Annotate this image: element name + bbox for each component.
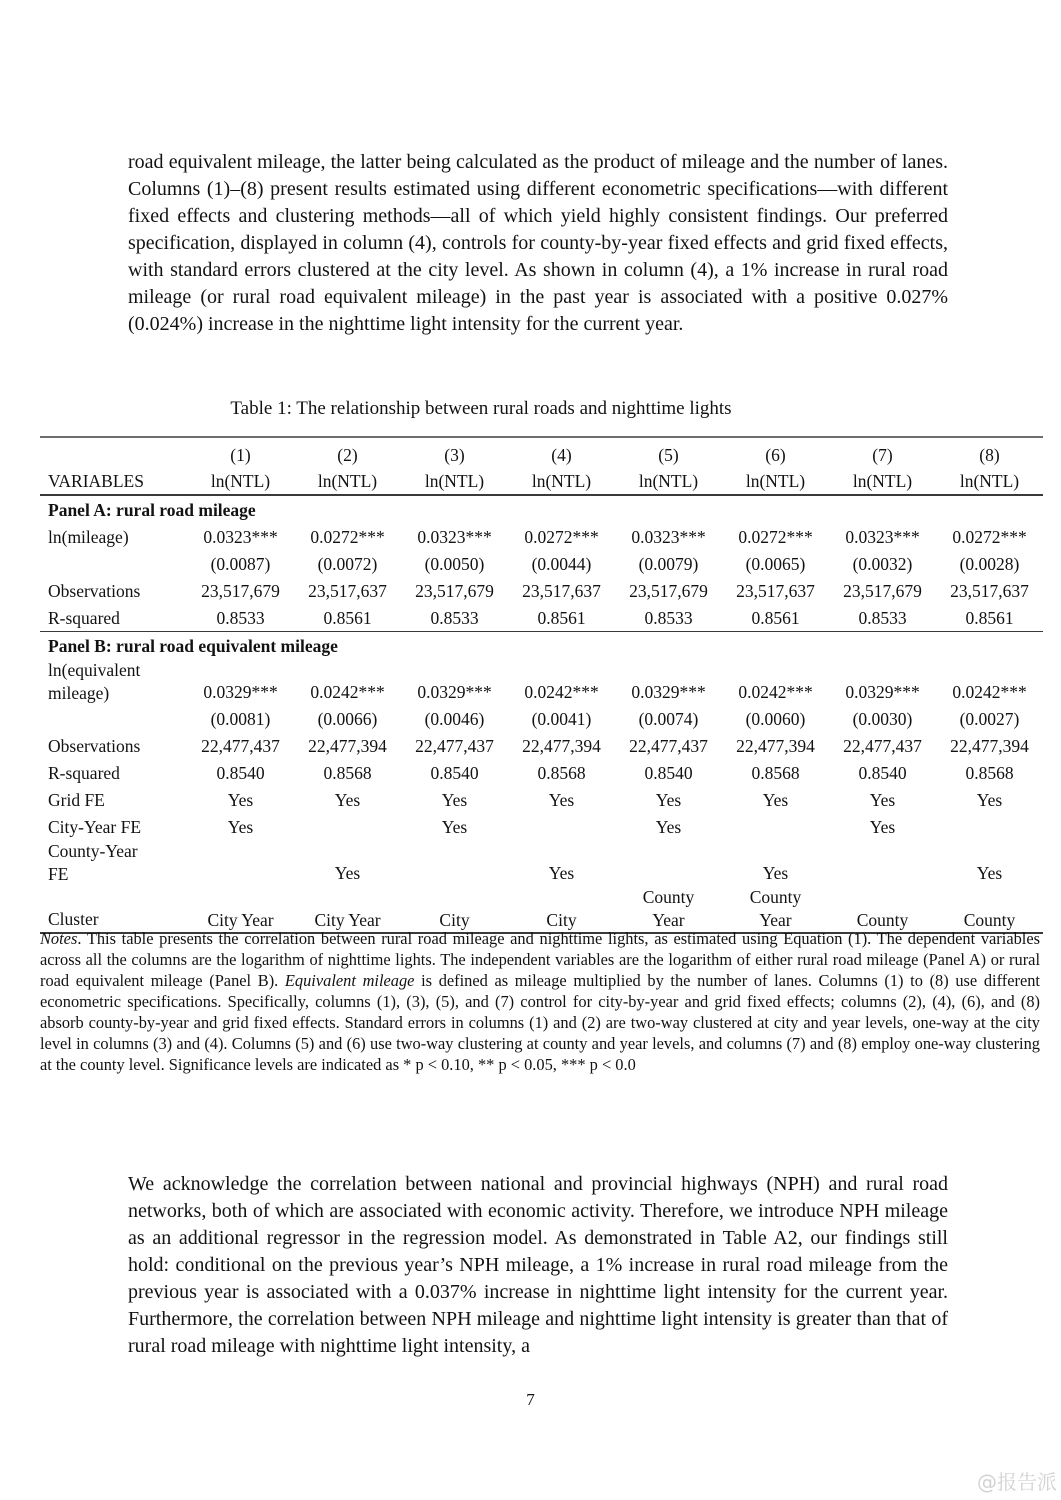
r-squared: 0.8533 xyxy=(615,604,722,632)
std-error: (0.0081) xyxy=(210,709,271,729)
coefficient: 0.0242*** xyxy=(952,682,1027,702)
cluster-line2: City xyxy=(439,910,470,930)
empty-cell xyxy=(40,550,187,577)
r-squared: 0.8533 xyxy=(401,604,508,632)
county-year-fe-label xyxy=(40,840,187,886)
col-number: (3) xyxy=(401,437,508,468)
dep-var: ln(NTL) xyxy=(187,468,294,495)
coefficient: 0.0329*** xyxy=(203,682,278,702)
watermark: @报告派 xyxy=(977,1470,1057,1494)
r-squared: 0.8568 xyxy=(751,763,800,783)
r-squared: 0.8568 xyxy=(537,763,586,783)
observations: 22,477,437 xyxy=(415,736,494,756)
panel-a-observations-row xyxy=(40,577,1043,604)
coefficient: 0.0272*** xyxy=(524,527,599,547)
cluster-value xyxy=(829,886,936,933)
county-year-fe-row xyxy=(40,840,1043,886)
fe-value: Yes xyxy=(762,863,789,883)
panel-a-title: Panel A: rural road mileage xyxy=(48,500,256,520)
std-error: (0.0072) xyxy=(317,554,378,574)
std-error: (0.0050) xyxy=(424,554,485,574)
fe-value: Yes xyxy=(227,817,254,837)
panel-b-observations-row xyxy=(40,732,1043,759)
fe-value xyxy=(829,840,936,886)
cluster-label: Cluster xyxy=(40,886,187,933)
fe-value: Yes xyxy=(976,863,1003,883)
coefficient: 0.0323*** xyxy=(203,527,278,547)
city-year-fe-label: City-Year FE xyxy=(48,817,142,837)
observations: 23,517,637 xyxy=(736,581,815,601)
cluster-value xyxy=(936,886,1043,933)
fe-value: Yes xyxy=(655,790,682,810)
cluster-line2: City Year xyxy=(314,910,381,930)
city-year-fe-row xyxy=(40,813,1043,840)
observations-label: Observations xyxy=(48,736,141,756)
panel-b-header-row xyxy=(40,632,1043,660)
col-number: (6) xyxy=(722,437,829,468)
r-squared: 0.8540 xyxy=(858,763,907,783)
std-error: (0.0087) xyxy=(210,554,271,574)
empty-cell xyxy=(40,437,187,468)
cluster-line2: City xyxy=(546,910,577,930)
cluster-line2: Year xyxy=(759,910,792,930)
fe-value: Yes xyxy=(441,817,468,837)
panel-a-coefficient-row xyxy=(40,523,1043,550)
col-number: (5) xyxy=(615,437,722,468)
fe-value xyxy=(936,813,1043,840)
r-squared: 0.8561 xyxy=(722,604,829,632)
fe-value: Yes xyxy=(869,817,896,837)
fe-value xyxy=(401,840,508,886)
std-error: (0.0066) xyxy=(317,709,378,729)
panel-a-r2-row xyxy=(40,604,1043,632)
observations-label: Observations xyxy=(48,581,141,601)
std-error: (0.0060) xyxy=(745,709,806,729)
coefficient: 0.0329*** xyxy=(417,682,492,702)
panel-b-r2-row xyxy=(40,759,1043,786)
fe-value xyxy=(187,840,294,886)
r-squared: 0.8533 xyxy=(829,604,936,632)
dep-var: ln(NTL) xyxy=(936,468,1043,495)
empty-cell xyxy=(40,705,187,732)
notes-label: Notes xyxy=(40,929,78,948)
observations: 23,517,679 xyxy=(843,581,922,601)
coefficient: 0.0272*** xyxy=(738,527,813,547)
cluster-line2: County xyxy=(963,910,1016,930)
observations: 23,517,679 xyxy=(415,581,494,601)
var-label-line1: ln(equivalent xyxy=(48,660,141,680)
grid-fe-row xyxy=(40,786,1043,813)
var-label: ln(mileage) xyxy=(48,527,129,547)
std-error: (0.0046) xyxy=(424,709,485,729)
r-squared: 0.8561 xyxy=(294,604,401,632)
observations: 22,477,394 xyxy=(522,736,601,756)
r-squared-label: R-squared xyxy=(40,604,187,632)
table-title: Table 1: The relationship between rural roads and nighttime lights xyxy=(230,398,732,419)
var-label xyxy=(40,659,187,705)
cluster-line2: County xyxy=(856,910,909,930)
grid-fe-label: Grid FE xyxy=(48,790,105,810)
fe-value: Yes xyxy=(548,863,575,883)
std-error: (0.0027) xyxy=(959,709,1020,729)
notes-text-a: . This table presents the correlation between rural road mileage and nighttime lights, as estimated using Equation (1). The dependent variables across all the columns are the logarithm of nighttime lights. The independent variables are the logarithm of either rural road mileage (Panel A) or rural road equivalent mileage (Panel B). xyxy=(40,929,1040,990)
fe-value: Yes xyxy=(334,790,361,810)
fe-value xyxy=(722,813,829,840)
r-squared: 0.8568 xyxy=(965,763,1014,783)
std-error: (0.0030) xyxy=(852,709,913,729)
regression-table xyxy=(40,436,1043,934)
fe-value xyxy=(508,813,615,840)
cluster-line1: County xyxy=(642,887,695,907)
table-row xyxy=(40,437,1043,468)
fe-value xyxy=(615,840,722,886)
observations: 22,477,437 xyxy=(629,736,708,756)
dep-var: ln(NTL) xyxy=(508,468,615,495)
r-squared: 0.8561 xyxy=(508,604,615,632)
page-number: 7 xyxy=(526,1390,535,1409)
r-squared-label: R-squared xyxy=(48,763,120,783)
panel-b-title: Panel B: rural road equivalent mileage xyxy=(48,636,338,656)
std-error: (0.0044) xyxy=(531,554,592,574)
notes-text-b: is defined as mileage multiplied by the number of lanes. Columns (1) to (8) use different econometric specifications. Specifically, columns (1), (3), (5), and (7) control for city-by-year and grid fixed effects; columns (2), (4), (6), and (8) absorb county-by-year and grid fixed effects. Standard errors in columns (1) and (2) are two-way clustered at city and year levels, one-way at the city level in columns (3) and (4). Columns (5) and (6) use two-way clustering at county and year levels, and columns (7) and (8) employ one-way clustering at the county level. Significance levels are indicated as * p < 0.10, ** p < 0.05, *** p < 0.0 xyxy=(40,971,1040,1074)
observations: 22,477,394 xyxy=(736,736,815,756)
coefficient: 0.0272*** xyxy=(952,527,1027,547)
observations: 22,477,394 xyxy=(950,736,1029,756)
cluster-line2: City Year xyxy=(207,910,274,930)
fe-value: Yes xyxy=(869,790,896,810)
fe-value: Yes xyxy=(976,790,1003,810)
variables-header: VARIABLES xyxy=(40,468,187,495)
observations: 22,477,437 xyxy=(201,736,280,756)
cluster-value xyxy=(722,886,829,933)
fe-value: Yes xyxy=(762,790,789,810)
observations: 23,517,679 xyxy=(629,581,708,601)
std-error: (0.0079) xyxy=(638,554,699,574)
dep-var: ln(NTL) xyxy=(722,468,829,495)
r-squared: 0.8568 xyxy=(323,763,372,783)
coefficient: 0.0329*** xyxy=(845,682,920,702)
fe-value: Yes xyxy=(655,817,682,837)
std-error: (0.0065) xyxy=(745,554,806,574)
panel-a-header-row xyxy=(40,495,1043,523)
table-row xyxy=(40,468,1043,495)
std-error: (0.0032) xyxy=(852,554,913,574)
std-error: (0.0074) xyxy=(638,709,699,729)
coefficient: 0.0242*** xyxy=(310,682,385,702)
cluster-value xyxy=(401,886,508,933)
cluster-value xyxy=(615,886,722,933)
coefficient: 0.0323*** xyxy=(845,527,920,547)
cluster-line1: County xyxy=(749,887,802,907)
var-label-line2: mileage) xyxy=(48,683,110,703)
r-squared: 0.8561 xyxy=(936,604,1043,632)
coefficient: 0.0323*** xyxy=(417,527,492,547)
std-error: (0.0028) xyxy=(959,554,1020,574)
dep-var: ln(NTL) xyxy=(401,468,508,495)
observations: 22,477,394 xyxy=(308,736,387,756)
fe-value: Yes xyxy=(441,790,468,810)
observations: 23,517,637 xyxy=(950,581,1029,601)
coefficient: 0.0329*** xyxy=(631,682,706,702)
observations: 23,517,637 xyxy=(522,581,601,601)
coefficient: 0.0272*** xyxy=(310,527,385,547)
panel-b-se-row xyxy=(40,705,1043,732)
notes-italic-term: Equivalent mileage xyxy=(284,971,415,990)
r-squared: 0.8540 xyxy=(216,763,265,783)
body-paragraph-top: road equivalent mileage, the latter being calculated as the product of mileage and the number of lanes. Columns (1)–(8) present results estimated using different econometric specifications—with different fixed effects and clustering methods—all of which yield highly consistent findings. Our preferred specification, displayed in column (4), controls for county-by-year fixed effects and grid fixed effects, with standard errors clustered at the city level. As shown in column (4), a 1% increase in rural road mileage (or rural road equivalent mileage) in the past year is associated with a positive 0.027% (0.024%) increase in the nighttime light intensity for the current year. xyxy=(128,151,948,335)
r-squared: 0.8540 xyxy=(430,763,479,783)
cluster-value xyxy=(508,886,615,933)
coefficient: 0.0242*** xyxy=(524,682,599,702)
coefficient: 0.0323*** xyxy=(631,527,706,547)
r-squared: 0.8540 xyxy=(644,763,693,783)
dep-var: ln(NTL) xyxy=(829,468,936,495)
col-number: (4) xyxy=(508,437,615,468)
fe-value: Yes xyxy=(548,790,575,810)
observations: 23,517,679 xyxy=(201,581,280,601)
std-error: (0.0041) xyxy=(531,709,592,729)
observations: 23,517,637 xyxy=(308,581,387,601)
cluster-row xyxy=(40,886,1043,933)
fe-value xyxy=(294,813,401,840)
dep-var: ln(NTL) xyxy=(615,468,722,495)
observations: 22,477,437 xyxy=(843,736,922,756)
cluster-line2: Year xyxy=(652,910,685,930)
col-number: (8) xyxy=(936,437,1043,468)
panel-a-se-row xyxy=(40,550,1043,577)
cluster-value xyxy=(294,886,401,933)
body-paragraph-bottom: We acknowledge the correlation between national and provincial highways (NPH) and rural road networks, both of which are associated with economic activity. Therefore, we introduce NPH mileage as an additional regressor in the regression model. As demonstrated in Table A2, our findings still hold: conditional on the previous year’s NPH mileage, a 1% increase in rural road mileage from the previous year is associated with a 0.037% increase in nighttime light intensity for the current year. Furthermore, the correlation between NPH mileage and nighttime light intensity is greater than that of rural road mileage with nighttime light intensity, a xyxy=(128,1173,948,1357)
coefficient: 0.0242*** xyxy=(738,682,813,702)
county-year-fe-label-line2: FE xyxy=(48,864,69,884)
county-year-fe-label-line1: County-Year xyxy=(48,841,138,861)
col-number: (1) xyxy=(187,437,294,468)
panel-b-coefficient-row xyxy=(40,659,1043,705)
fe-value: Yes xyxy=(227,790,254,810)
dep-var: ln(NTL) xyxy=(294,468,401,495)
col-number: (7) xyxy=(829,437,936,468)
table-notes xyxy=(40,928,1040,1075)
cluster-value xyxy=(187,886,294,933)
fe-value: Yes xyxy=(334,863,361,883)
col-number: (2) xyxy=(294,437,401,468)
r-squared: 0.8533 xyxy=(187,604,294,632)
